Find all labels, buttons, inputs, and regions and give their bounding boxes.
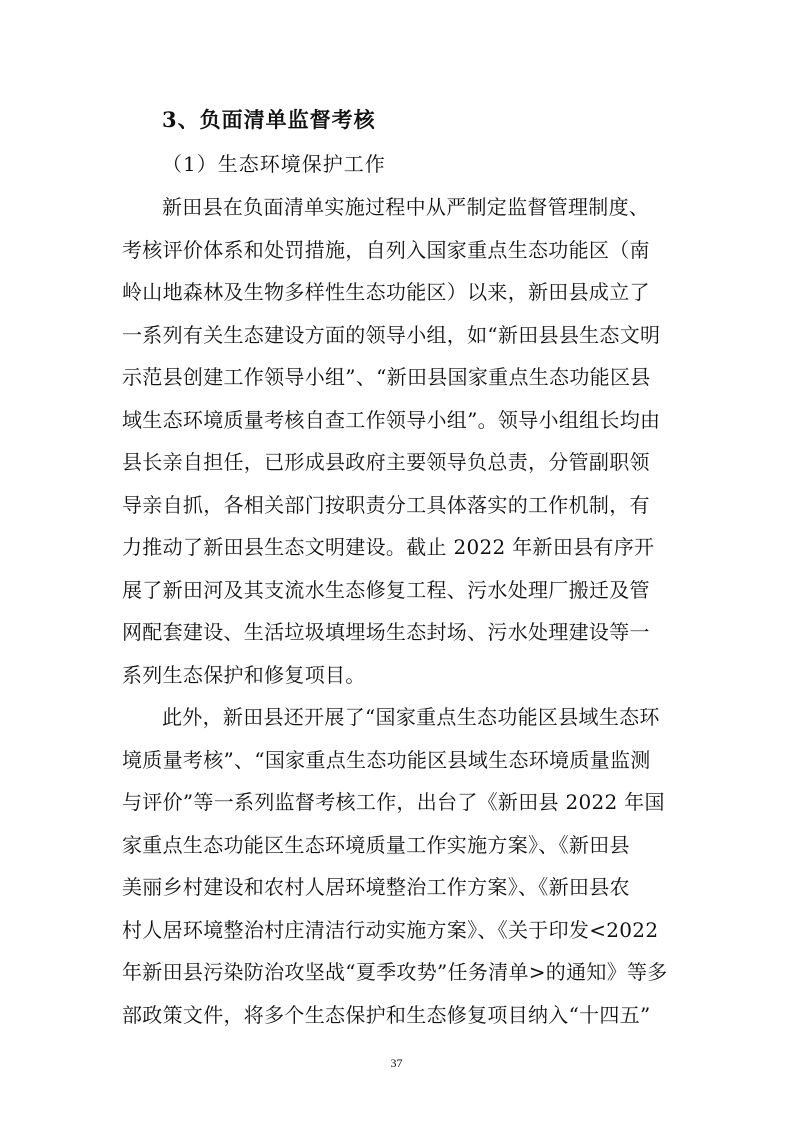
- paragraph-2-line: 与评价”等一系列监督考核工作，出台了《新田县 2022 年国: [122, 790, 665, 814]
- paragraph-1-line: 力推动了新田县生态文明建设。截止 2022 年新田县有序开: [122, 535, 655, 559]
- paragraph-2-line: 此外，新田县还开展了“国家重点生态功能区县域生态环: [162, 705, 660, 729]
- paragraph-1-line: 考核评价体系和处罚措施，自列入国家重点生态功能区（南: [122, 237, 650, 262]
- paragraph-1-line: 岭山地森林及生物多样性生态功能区）以来，新田县成立了: [122, 280, 650, 304]
- page-number: 37: [390, 1056, 403, 1070]
- paragraph-2-line: 美丽乡村建设和农村人居环境整治工作方案》、《新田县农: [122, 875, 630, 899]
- paragraph-1-line: 示范县创建工作领导小组”、“新田县国家重点生态功能区县: [122, 365, 651, 389]
- paragraph-1-line: 展了新田河及其支流水生态修复工程、污水处理厂搬迁及管: [122, 577, 650, 602]
- paragraph-1-line: 导亲自抓，各相关部门按职责分工具体落实的工作机制，有: [122, 492, 650, 517]
- paragraph-2-line: 村人居环境整治村庄清洁行动实施方案》、《关于印发<2022: [122, 917, 659, 942]
- paragraph-1-line: 系列生态保护和修复项目。: [122, 662, 366, 687]
- paragraph-1-line: 新田县在负面清单实施过程中从严制定监督管理制度、: [162, 195, 650, 219]
- paragraph-2-line: 家重点生态功能区生态环境质量工作实施方案》、《新田县: [122, 832, 630, 857]
- paragraph-1-line: 县长亲自担任，已形成县政府主要领导负总责，分管副职领: [122, 450, 650, 474]
- subsection-heading: （1）生态环境保护工作: [162, 152, 386, 176]
- paragraph-2-line: 年新田县污染防治攻坚战“夏季攻势”任务清单>的通知》等多: [122, 960, 668, 984]
- paragraph-1-line: 一系列有关生态建设方面的领导小组，如“新田县县生态文明: [122, 322, 661, 347]
- paragraph-1-line: 网配套建设、生活垃圾填埋场生态封场、污水处理建设等一: [122, 620, 650, 644]
- paragraph-2-line: 部政策文件，将多个生态保护和生态修复项目纳入“十四五”: [122, 1002, 651, 1027]
- section-heading: 3、负面清单监督考核: [162, 107, 376, 132]
- paragraph-2-line: 境质量考核”、“国家重点生态功能区县域生态环境质量监测: [122, 747, 651, 772]
- paragraph-1-line: 域生态环境质量考核自查工作领导小组”。领导小组组长均由: [122, 407, 661, 432]
